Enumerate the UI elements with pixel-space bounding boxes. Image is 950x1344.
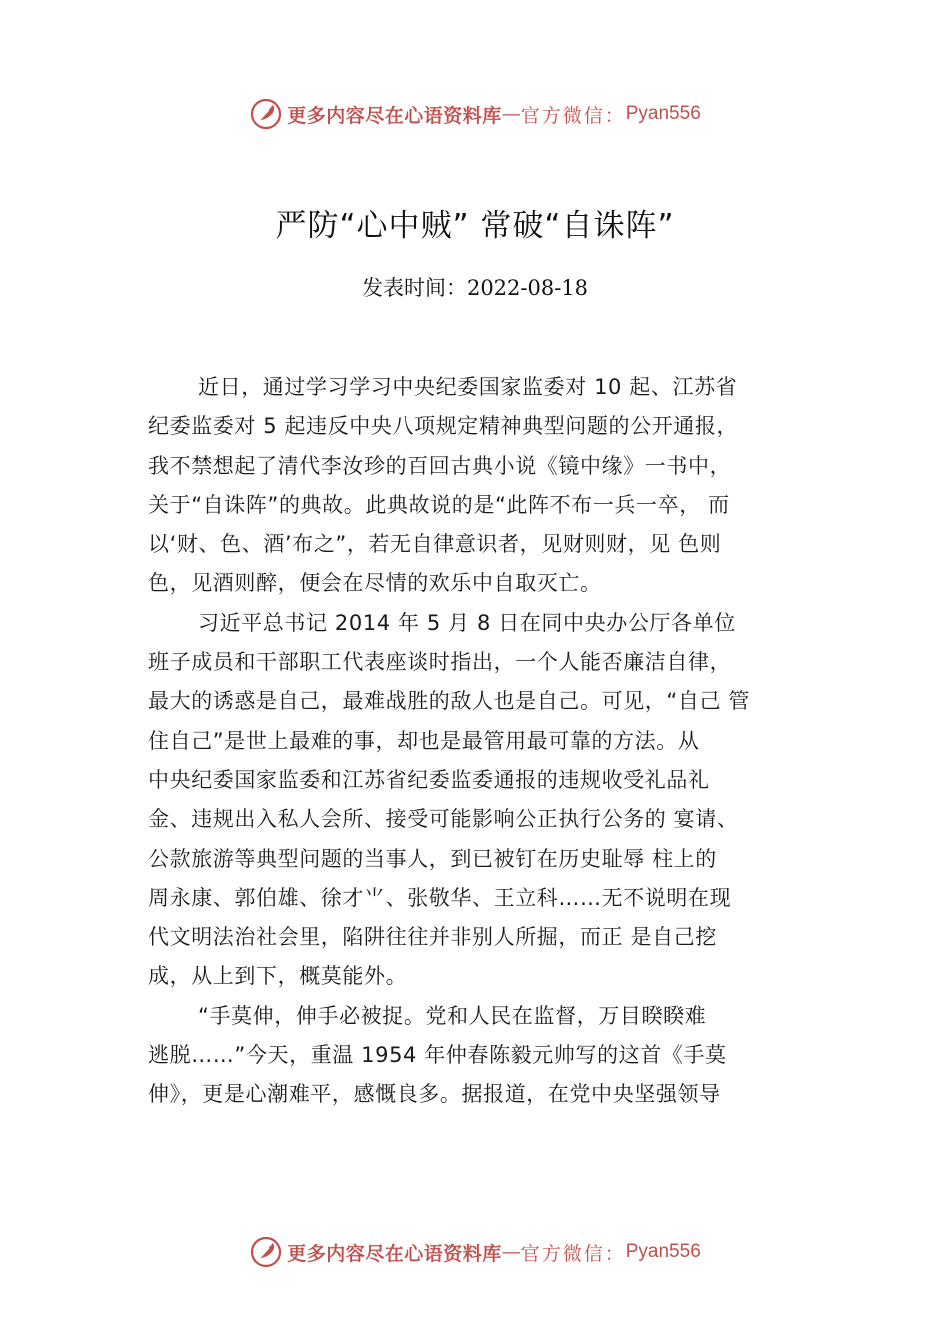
- body-line: 代文明法治社会里，陷阱往往并非别人所掘，而正 是自己挖: [148, 925, 717, 950]
- banner-dash: —: [501, 103, 521, 125]
- body-line: 关于“自诛阵”的典故。此典故说的是“此阵不布一兵一卒， 而: [148, 492, 730, 517]
- footer-watermark-banner: [0, 1232, 950, 1272]
- body-line: 以‘财、色、酒’布之”，若无自律意识者，见财则财，见 色则: [148, 532, 722, 557]
- body-line: 周永康、郭伯雄、徐才⺌、张敬华、王立科……无不说明在现: [148, 885, 732, 910]
- brand-text: 更多内容尽在心语资料库: [287, 104, 502, 127]
- body-line: 纪委监委对 5 起违反中央八项规定精神典型问题的公开通报，: [148, 414, 739, 439]
- wechat-label: 官方微信：: [520, 104, 626, 127]
- body-line: 成，从上到下，概莫能外。: [148, 964, 408, 989]
- feather-logo-icon: [249, 97, 283, 131]
- feather-logo-icon: [249, 1235, 283, 1269]
- body-line: 金、违规出入私人会所、接受可能影响公正执行公务的 宴请、: [148, 807, 739, 832]
- body-line: 伸》，更是心潮难平，感慨良多。据报道，在党中央坚强领导: [148, 1082, 721, 1107]
- publish-date: 发表时间：2022-08-18: [361, 276, 589, 300]
- body-line: 公款旅游等典型问题的当事人，到已被钉在历史耻辱 柱上的: [148, 846, 717, 871]
- banner-dash: —: [501, 1241, 521, 1263]
- body-line: 我不禁想起了清代李汝珍的百回古典小说《镜中缘》一书中，: [148, 453, 732, 478]
- wechat-id: Pyan556: [625, 103, 701, 124]
- body-line: 班子成员和干部职工代表座谈时指出，一个人能否廉洁自律，: [148, 650, 732, 675]
- article-title: 严防“心中贼” 常破“自诛阵”: [275, 208, 675, 244]
- body-line: 色，见酒则醉，便会在尽情的欢乐中自取灭亡。: [148, 571, 602, 596]
- body-line: 住自己”是世上最难的事，却也是最管用最可靠的方法。从: [148, 728, 700, 753]
- body-line: 习近平总书记 2014 年 5 月 8 日在同中央办公厅各单位: [198, 610, 736, 635]
- body-line: 逃脱……”今天，重温 1954 年仲春陈毅元帅写的这首《手莫: [148, 1043, 727, 1068]
- body-line: 中央纪委国家监委和江苏省纪委监委通报的违规收受礼品礼: [148, 767, 710, 792]
- body-line: 最大的诱惑是自己，最难战胜的敌人也是自己。可见，“自己 管: [148, 689, 750, 714]
- wechat-id: Pyan556: [625, 1241, 701, 1262]
- wechat-label: 官方微信：: [520, 1242, 626, 1265]
- brand-text: 更多内容尽在心语资料库: [287, 1242, 502, 1265]
- body-line: “手莫伸，伸手必被捉。党和人民在监督，万目睽睽难: [198, 1003, 707, 1028]
- article-body: [148, 368, 848, 1115]
- body-line: 近日，通过学习学习中央纪委国家监委对 10 起、江苏省: [198, 375, 738, 399]
- header-watermark-banner: [0, 94, 950, 134]
